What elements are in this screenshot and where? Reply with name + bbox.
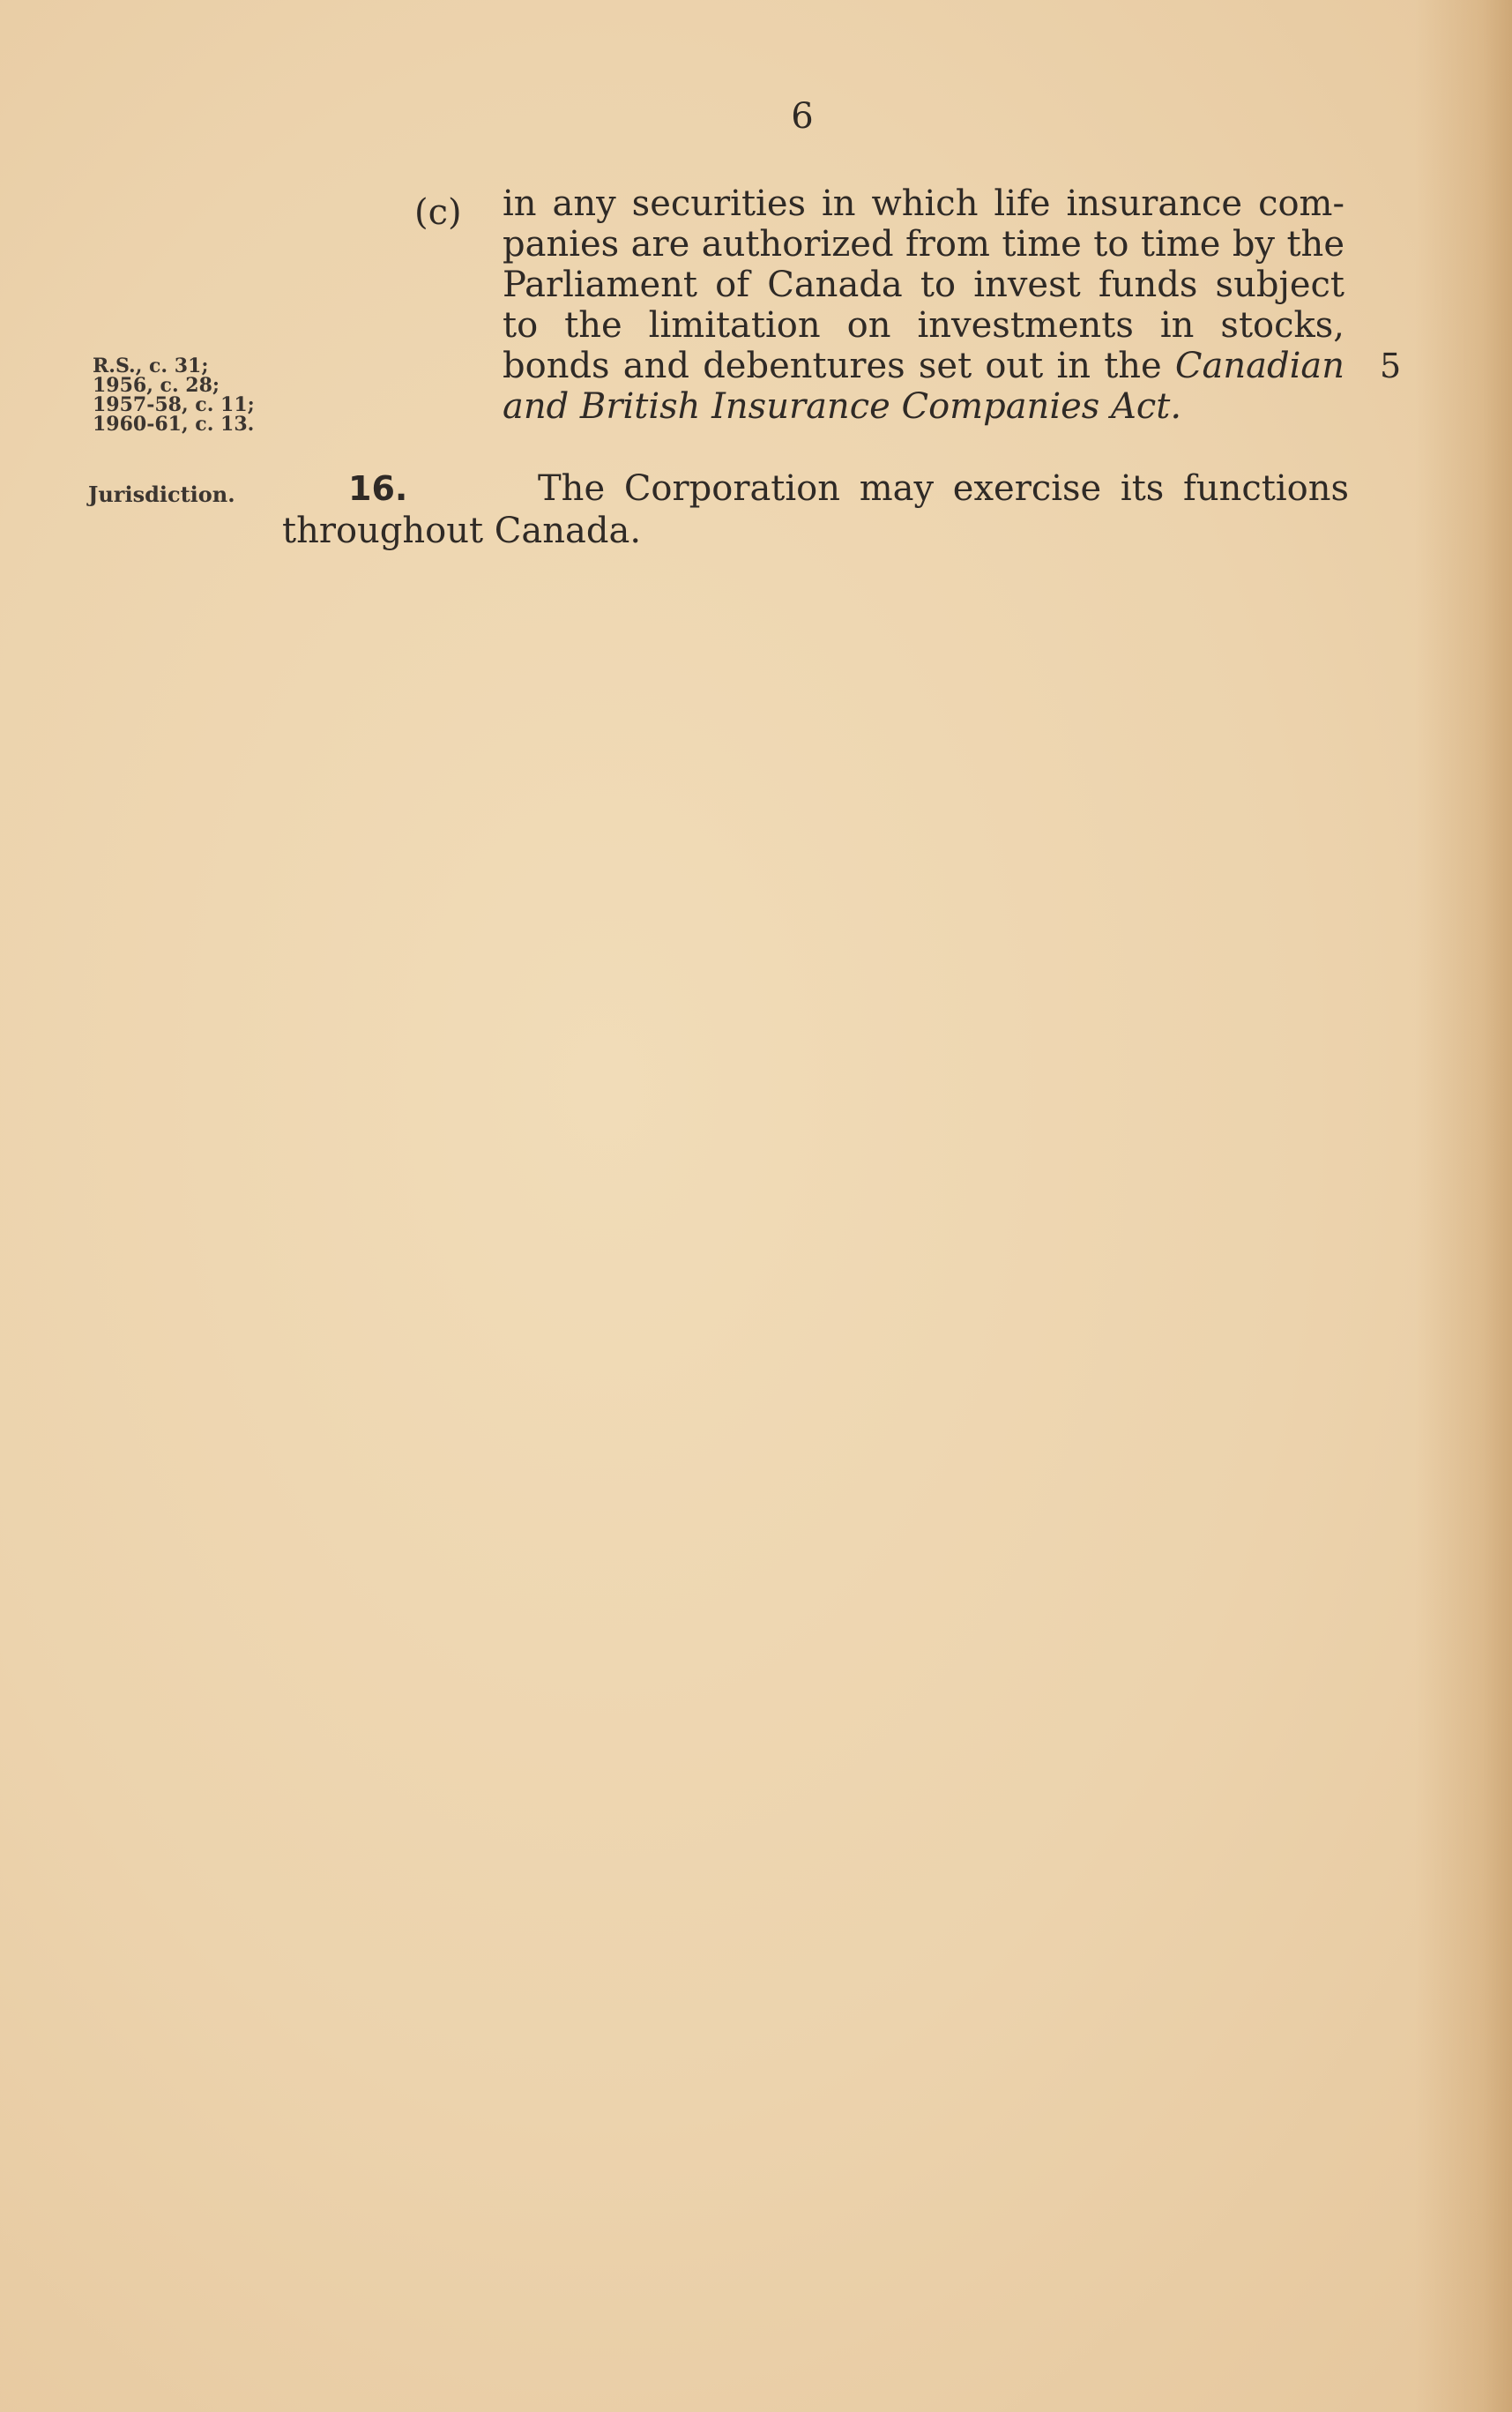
line-number: 5 [1380, 347, 1402, 385]
clause-marker: (c) [414, 192, 462, 233]
clause-line-last [503, 386, 1344, 427]
citation-line: 1957-58, c. 11; [93, 393, 255, 416]
section-16-first-line [282, 467, 1349, 510]
clause-c-text [503, 183, 1344, 427]
section-word: Corporation [623, 468, 841, 509]
clause-line-with-act [503, 346, 1344, 386]
clause-line: in any securities in which life insurance com- [503, 183, 1344, 224]
page-number: 6 [791, 96, 814, 137]
section-word: The [538, 468, 606, 509]
clause-line: to the limitation on investments in stocks, [503, 305, 1344, 346]
section-16 [282, 467, 1349, 552]
section-text-line1 [538, 467, 1349, 510]
citation-line: 1956, c. 28; [93, 374, 220, 397]
section-number: 16. [348, 469, 408, 508]
clause-line-text: bonds and debentures set out in the [503, 346, 1175, 386]
act-title-part2: and British Insurance Companies Act. [503, 386, 1182, 427]
section-word: exercise [952, 468, 1102, 509]
act-title-part1: Canadian [1174, 346, 1344, 386]
margin-note-jurisdiction: Jurisdiction. [88, 482, 235, 507]
section-word: may [859, 468, 935, 509]
clause-line: Parliament of Canada to invest funds subject [503, 265, 1344, 305]
clause-line: panies are authorized from time to time by the [503, 224, 1344, 265]
citation-line: 1960-61, c. 13. [93, 413, 255, 436]
section-word: functions [1183, 468, 1349, 509]
section-text-line2: throughout Canada. [282, 511, 642, 551]
section-word: its [1120, 468, 1165, 509]
margin-citation [93, 356, 255, 434]
citation-line: R.S., c. 31; [93, 355, 209, 377]
page-edge-shadow [1415, 0, 1512, 2412]
